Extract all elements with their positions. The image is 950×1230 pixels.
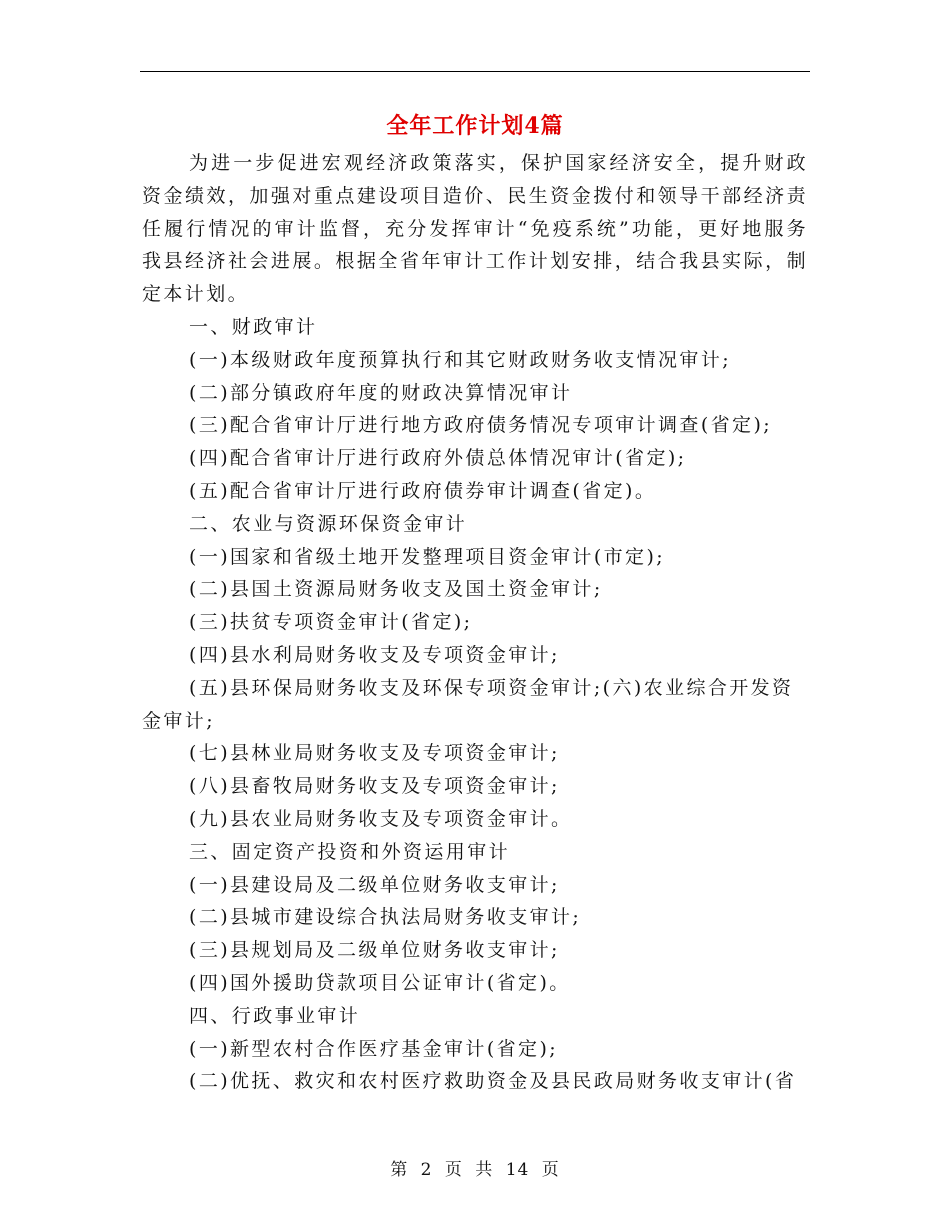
list-item: (五)配合省审计厅进行政府债券审计调查(省定)。 — [189, 479, 657, 502]
list-item: (四)配合省审计厅进行政府外债总体情况审计(省定); — [189, 447, 687, 470]
list-item: (三)配合省审计厅进行地方政府债务情况专项审计调查(省定); — [189, 414, 773, 437]
list-item: (一)国家和省级土地开发整理项目资金审计(市定); — [189, 545, 666, 568]
list-item: (三)县规划局及二级单位财务收支审计; — [189, 939, 560, 962]
list-item: (三)扶贫专项资金审计(省定); — [189, 611, 473, 634]
list-item-wrapped-continuation: 金审计; — [142, 709, 216, 732]
list-item: 三、固定资产投资和外资运用审计 — [189, 840, 511, 863]
intro-paragraph: 为进一步促进宏观经济政策落实，保护国家经济安全，提升财政资金绩效，加强对重点建设项目造价、民生资金拨付和领导干部经济责任履行情况的审计监督，充分发挥审计“免疫系统”功能，更好地服务我县经济社会进展。根据全省年审计工作计划安排，结合我县实际，制定本计划。 — [142, 152, 808, 306]
list-item: (八)县畜牧局财务收支及专项资金审计; — [189, 775, 560, 798]
list-item: (二)优抚、救灾和农村医疗救助资金及县民政局财务收支审计(省 — [189, 1070, 797, 1093]
list-item: (二)县城市建设综合执法局财务收支审计; — [189, 906, 582, 929]
list-item: (一)县建设局及二级单位财务收支审计; — [189, 873, 560, 896]
list-item: 四、行政事业审计 — [189, 1004, 361, 1027]
list-item: (一)新型农村合作医疗基金审计(省定); — [189, 1037, 559, 1060]
list-item-wrapped: (五)县环保局财务收支及环保专项资金审计;(六)农业综合开发资 — [189, 676, 794, 699]
list-item: (二)县国土资源局财务收支及国土资金审计; — [189, 578, 603, 601]
page-number: 第 2 页 共 14 页 — [390, 1160, 560, 1180]
list-item: (四)国外援助贷款项目公证审计(省定)。 — [189, 971, 571, 994]
list-item: (二)部分镇政府年度的财政决算情况审计 — [189, 381, 573, 404]
header-rule — [140, 71, 810, 72]
document-body — [142, 147, 808, 1098]
list-item: (九)县农业局财务收支及专项资金审计。 — [189, 807, 573, 830]
list-item: (一)本级财政年度预算执行和其它财政财务收支情况审计; — [189, 348, 732, 371]
document-title: 全年工作计划4篇 — [386, 113, 564, 139]
list-item: 一、财政审计 — [189, 315, 318, 338]
list-item: (七)县林业局财务收支及专项资金审计; — [189, 742, 560, 765]
list-item: (四)县水利局财务收支及专项资金审计; — [189, 643, 560, 666]
list-item: 二、农业与资源环保资金审计 — [189, 512, 468, 535]
